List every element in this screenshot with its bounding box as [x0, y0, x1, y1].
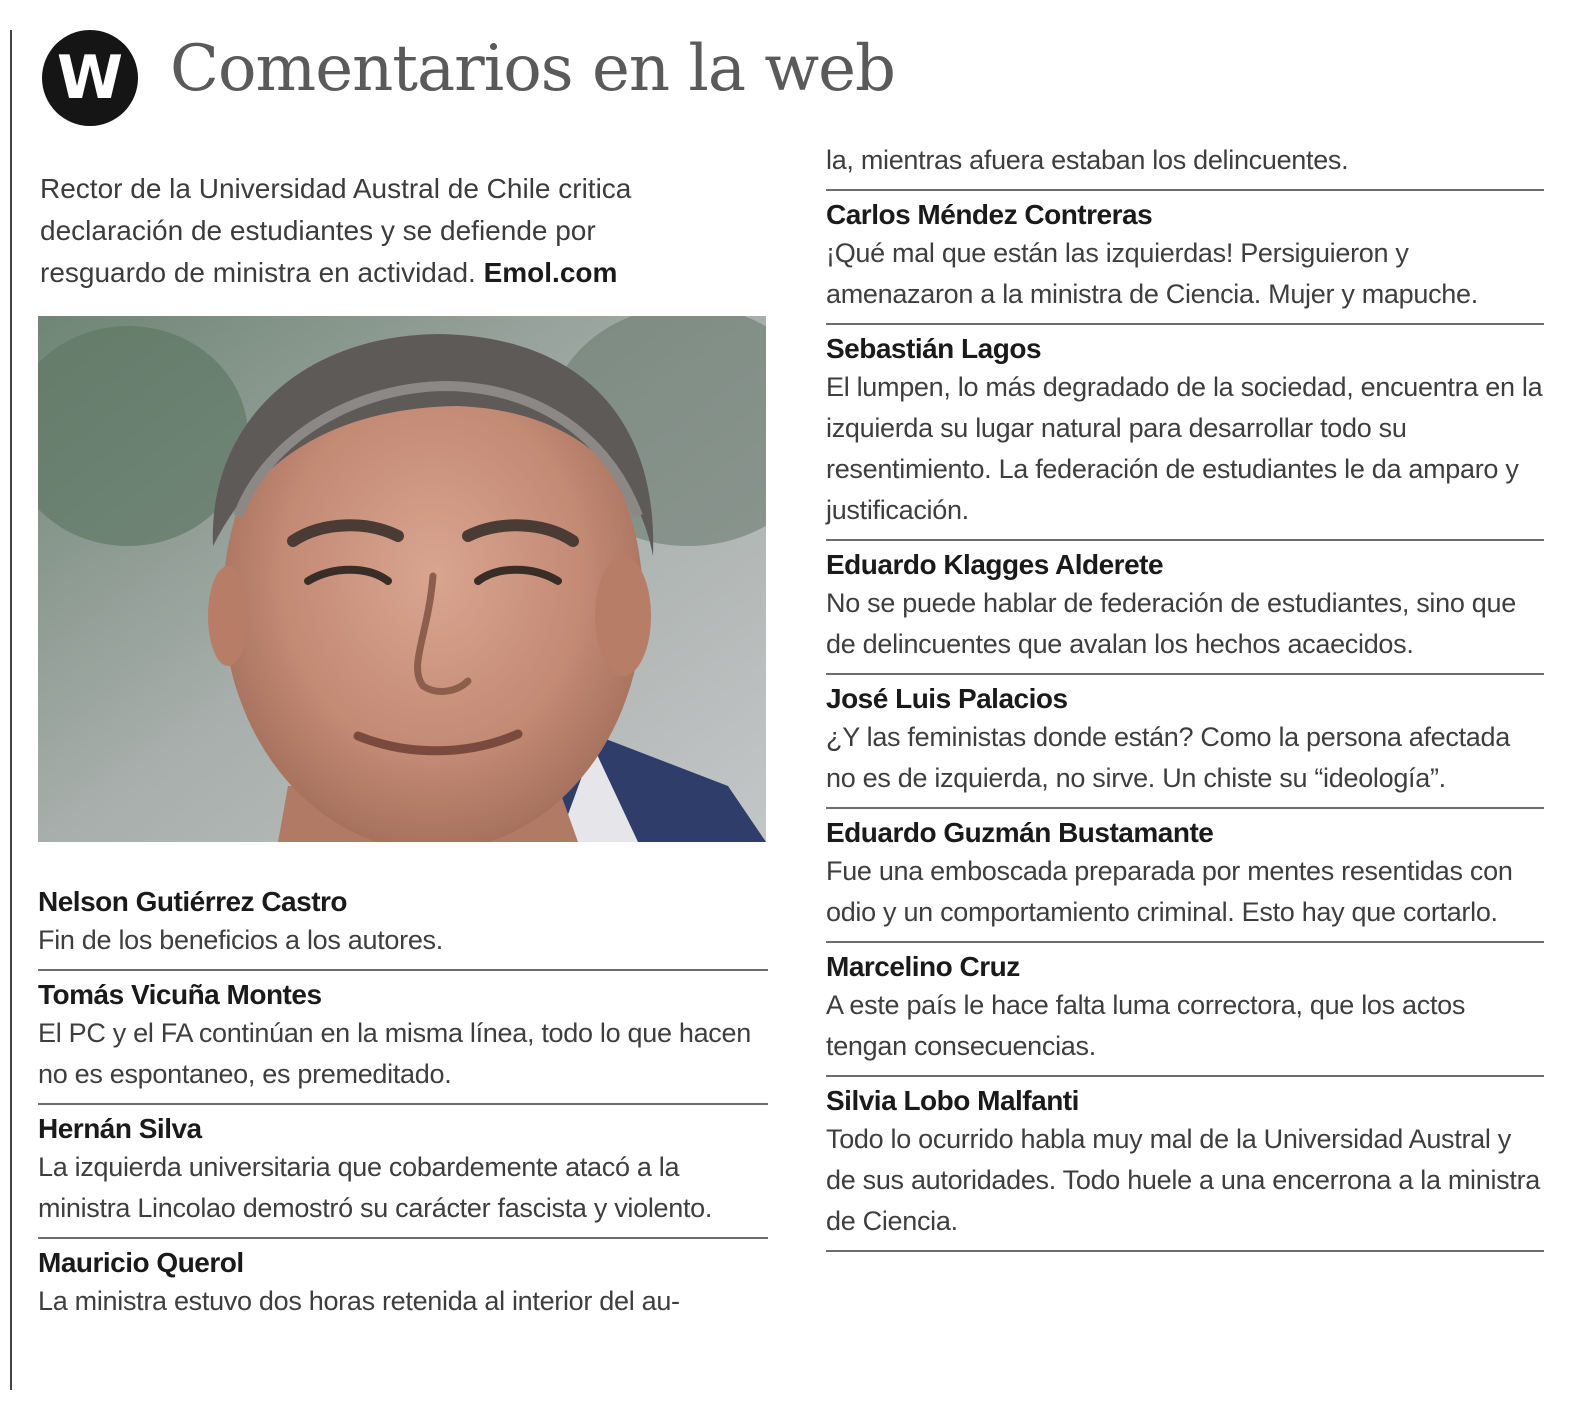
comment-text: El PC y el FA continúan en la misma línea, todo lo que hacen no es espontaneo, es premeditado.	[38, 1018, 751, 1089]
comment-continuation	[826, 140, 1544, 191]
comment-text: ¡Qué mal que están las izquierdas! Persiguieron y amenazaron a la ministra de Ciencia. Mujer y mapuche.	[826, 238, 1478, 309]
comment-text: A este país le hace falta luma correctora, que los actos tengan consecuencias.	[826, 990, 1466, 1061]
comment-item	[826, 1077, 1544, 1252]
lead-body: Rector de la Universidad Austral de Chile critica declaración de estudiantes y se defiende por resguardo de ministra en actividad.	[40, 173, 632, 288]
comment-item	[38, 884, 768, 971]
comment-author: Eduardo Klagges Alderete	[826, 549, 1164, 580]
comment-author: José Luis Palacios	[826, 683, 1068, 714]
comment-text: la, mientras afuera estaban los delincuentes.	[826, 145, 1349, 175]
comment-author: Marcelino Cruz	[826, 951, 1020, 982]
section-title: Comentarios en la web	[170, 32, 895, 106]
lead-source: Emol.com	[483, 257, 618, 288]
comment-item	[38, 1105, 768, 1239]
lead-text	[40, 168, 720, 294]
logo-letter: W	[56, 43, 124, 113]
comment-author: Carlos Méndez Contreras	[826, 199, 1153, 230]
comment-item	[38, 971, 768, 1105]
comment-item	[826, 325, 1544, 541]
comment-text: Todo lo ocurrido habla muy mal de la Universidad Austral y de sus autoridades. Todo huele a una encerrona a la ministra de Ciencia.	[826, 1124, 1540, 1236]
portrait-photo-icon	[38, 316, 766, 842]
comment-item	[826, 541, 1544, 675]
web-logo-icon	[42, 30, 138, 126]
comment-author: Mauricio Querol	[38, 1247, 244, 1278]
comment-author: Eduardo Guzmán Bustamante	[826, 817, 1214, 848]
comment-text: Fin de los beneficios a los autores.	[38, 925, 443, 955]
column-rule	[10, 30, 12, 1390]
comment-author: Tomás Vicuña Montes	[38, 979, 322, 1010]
comment-author: Nelson Gutiérrez Castro	[38, 886, 348, 917]
comment-text: ¿Y las feministas donde están? Como la persona afectada no es de izquierda, no sirve. Un chiste su “ideología”.	[826, 722, 1510, 793]
comment-item	[38, 1239, 768, 1330]
comment-item	[826, 809, 1544, 943]
comment-author: Sebastián Lagos	[826, 333, 1042, 364]
comment-author: Silvia Lobo Malfanti	[826, 1085, 1079, 1116]
comment-author: Hernán Silva	[38, 1113, 202, 1144]
comments-column-right	[826, 140, 1544, 1252]
comment-item	[826, 943, 1544, 1077]
comments-column-left	[38, 884, 768, 1330]
comment-text: La izquierda universitaria que cobardemente atacó a la ministra Lincolao demostró su carácter fascista y violento.	[38, 1152, 713, 1223]
comment-text: La ministra estuvo dos horas retenida al interior del au-	[38, 1286, 680, 1316]
comment-text: No se puede hablar de federación de estudiantes, sino que de delincuentes que avalan los hechos acaecidos.	[826, 588, 1516, 659]
comment-text: Fue una emboscada preparada por mentes resentidas con odio y un comportamiento criminal. Esto hay que cortarlo.	[826, 856, 1513, 927]
comment-item	[826, 675, 1544, 809]
comment-item	[826, 191, 1544, 325]
comment-text: El lumpen, lo más degradado de la sociedad, encuentra en la izquierda su lugar natural para desarrollar todo su resentimiento. La federación de estudiantes le da amparo y justificación.	[826, 372, 1543, 525]
